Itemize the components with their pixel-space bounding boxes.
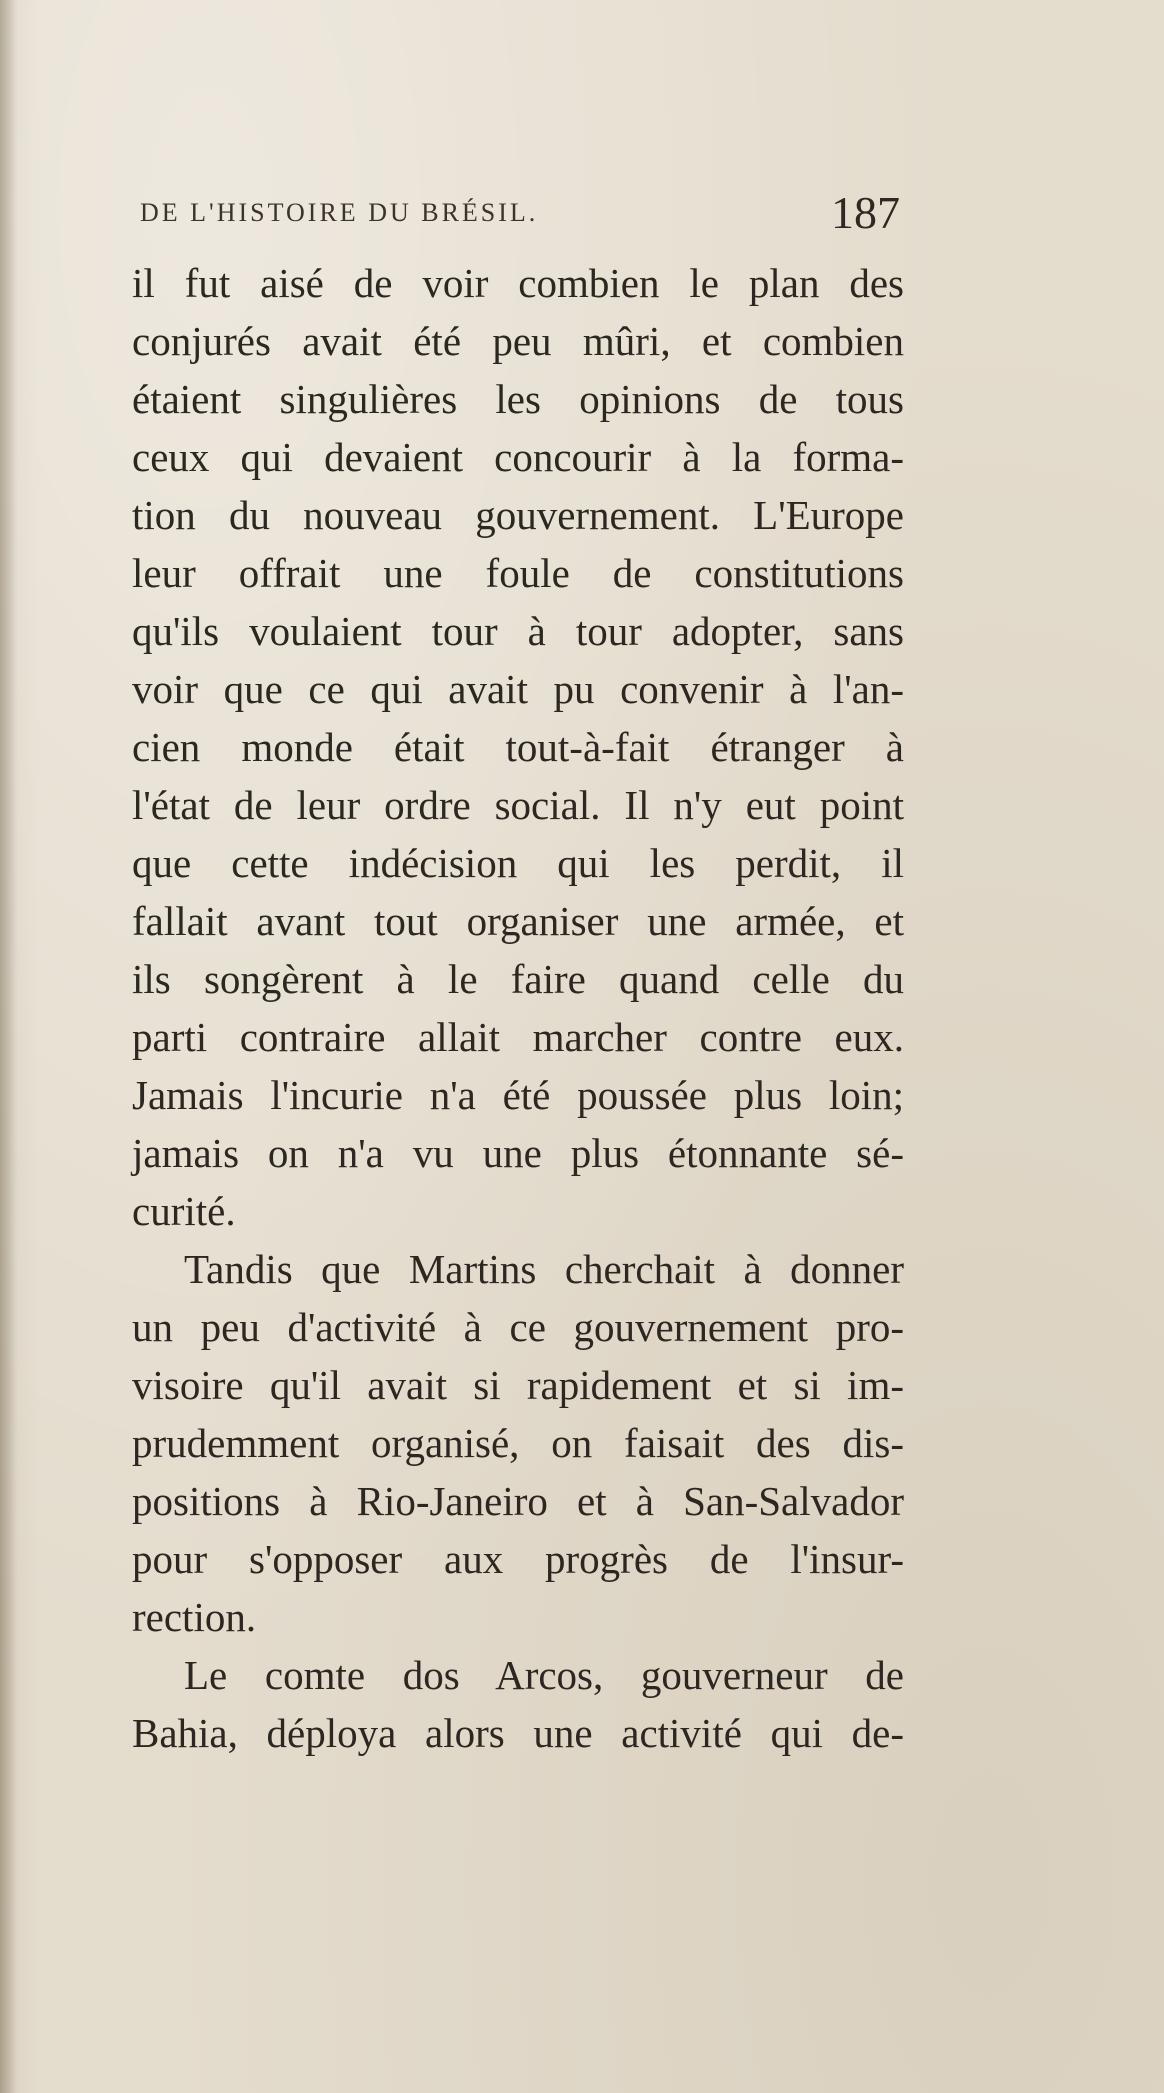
- text-line: il fut aisé de voir combien le plan des: [132, 260, 904, 306]
- text-line: voir que ce qui avait pu convenir à l'an-: [132, 666, 904, 712]
- text-line: étaient singulières les opinions de tous: [132, 376, 904, 422]
- running-title: DE L'HISTOIRE DU BRÉSIL.: [140, 198, 539, 227]
- text-line: ceux qui devaient concourir à la forma-: [132, 434, 904, 480]
- body-text: [132, 254, 904, 1762]
- book-page: [132, 187, 904, 1762]
- page-number: 187: [831, 187, 900, 238]
- text-line: jamais on n'a vu une plus étonnante sé-: [132, 1130, 904, 1176]
- text-line: Bahia, déploya alors une activité qui de-: [132, 1710, 904, 1756]
- text-line: Tandis que Martins cherchait à donner: [184, 1246, 904, 1292]
- text-line: curité.: [132, 1188, 236, 1234]
- running-head: [132, 187, 904, 250]
- text-line: positions à Rio-Janeiro et à San-Salvador: [132, 1478, 904, 1524]
- text-line: Jamais l'incurie n'a été poussée plus loin;: [132, 1072, 904, 1118]
- paragraph-2: [132, 1240, 904, 1646]
- text-line: pour s'opposer aux progrès de l'insur-: [132, 1536, 904, 1582]
- text-line: rection.: [132, 1594, 257, 1640]
- text-line: leur offrait une foule de constitutions: [132, 550, 904, 596]
- text-line: conjurés avait été peu mûri, et combien: [132, 318, 904, 364]
- text-line: qu'ils voulaient tour à tour adopter, sans: [132, 608, 904, 654]
- text-line: Le comte dos Arcos, gouverneur de: [184, 1652, 904, 1698]
- text-line: un peu d'activité à ce gouvernement pro-: [132, 1304, 904, 1350]
- text-line: tion du nouveau gouvernement. L'Europe: [132, 492, 904, 538]
- text-line: fallait avant tout organiser une armée, et: [132, 898, 904, 944]
- paragraph-1: [132, 254, 904, 1240]
- text-line: l'état de leur ordre social. Il n'y eut point: [132, 782, 904, 828]
- page-binding-shadow: [0, 0, 18, 2093]
- text-line: parti contraire allait marcher contre eux.: [132, 1014, 904, 1060]
- text-line: ils songèrent à le faire quand celle du: [132, 956, 904, 1002]
- text-line: que cette indécision qui les perdit, il: [132, 840, 904, 886]
- text-line: visoire qu'il avait si rapidement et si im-: [132, 1362, 904, 1408]
- paragraph-3: [132, 1646, 904, 1762]
- text-line: prudemment organisé, on faisait des dis-: [132, 1420, 904, 1466]
- text-line: cien monde était tout-à-fait étranger à: [132, 724, 904, 770]
